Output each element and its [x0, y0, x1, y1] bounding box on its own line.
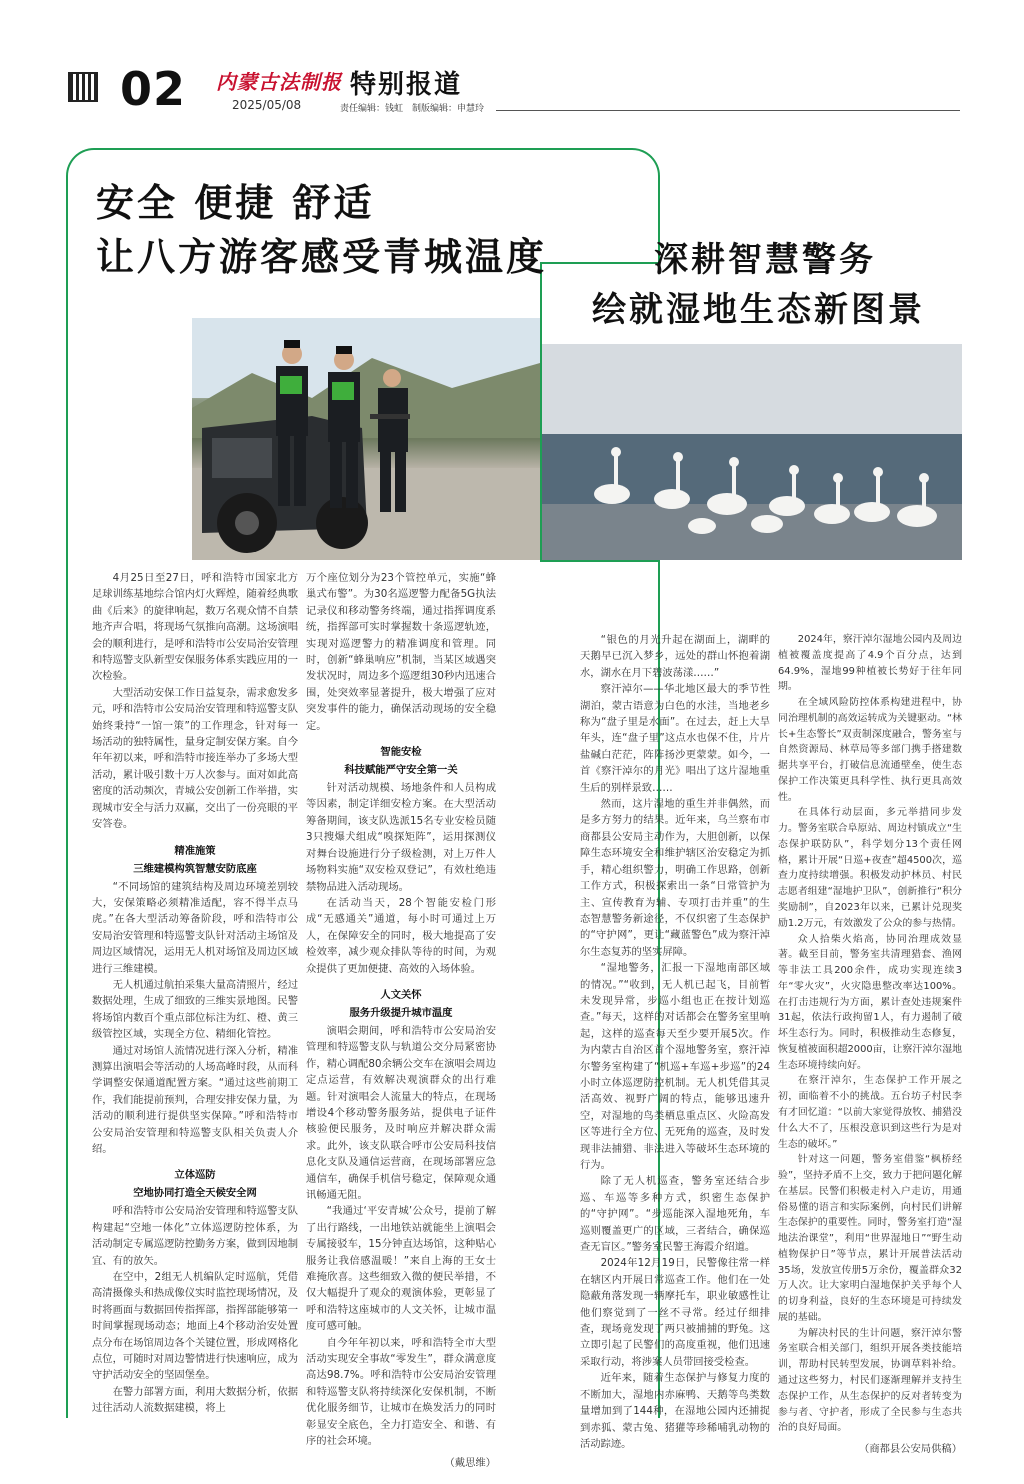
paragraph: 在具体行动层面，多元举措同步发力。警务室联合阜原站、周边村镇成立“生态保护联防队”，科学划分13个责任网格，累计开展“日巡+夜查”超4500次，巡查力度持续增强。积极发动护林员、村民志愿者组建“湿地护卫队”，创新推行“积分奖励制”，自2023年以来，已累计兑现奖励1.2万元，有效激发了公众的参与热情。	[778, 807, 962, 929]
paragraph: “不同场馆的建筑结构及周边环境差别较大，安保策略必须精准适配，容不得半点马虎。”在各大型活动筹备阶段，呼和浩特市公安局治安管理和特巡警支队针对活动主场馆及周边区域情况，运用无人机对场馆及周边区域进行三维建模。	[92, 880, 298, 975]
subheading: 立体巡防	[174, 1169, 216, 1182]
paragraph: 2024年12月19日，民警像往常一样在辖区内开展日常巡查工作。他们在一处隐蔽角落发现一辆摩托车，职业敏感性让他们察觉到了一丝不寻常。经过仔细排查，现场竟发现了两只被捕捕的野兔。这立即引起了民警们的高度重视，他们迅速采取行动，将涉案人员带回接受检查。	[580, 1257, 770, 1368]
editors-credit: 责任编辑：钱虹 制版编辑：申慧玲	[340, 104, 485, 114]
paragraph: “湿地警务，汇报一下湿地南部区域的情况。”“收到，无人机已起飞，目前暂未发现异常，步巡小组也正在按计划巡查。”每天，这样的对话都会在警务室里响起，这样的巡查每天至少要开展5次。作为内蒙古自治区首个湿地警务室，察汗淖尔警务室构建了“机巡+车巡+步巡”的24小时立体巡逻防控机制。无人机凭借其灵活高效、视野广阔的特点，能够迅速升空，对湿地的鸟类栖息重点区、火险高发区等进行全方位、无死角的巡查，及时发现非法捕猎、非法进入等破坏生态环境的行为。	[580, 962, 770, 1171]
article2-column1	[580, 632, 770, 1452]
paragraph: 2024年，察汗淖尔湿地公园内及周边植被覆盖度提高了4.9个百分点，达到64.9%，湿地99种植被长势好于往年同期。	[778, 634, 962, 693]
paragraph: 在活动当天，28个智能安检门形成“无感通关”通道，每小时可通过上万人，在保障安全的同时，极大地提高了安检效率，减少观众排队等待的时间，为观众提供了更加便捷、高效的入场体验。	[306, 896, 496, 975]
article-frame-notch-bottom	[540, 560, 660, 562]
paragraph: 在全域风险防控体系构建进程中，协同治理机制的高效运转成为关键驱动。“林长+生态警长”双责制深度融合，警务室与自然资源局、林草局等多部门携手搭建数据共享平台，打破信息流通壁垒，使生态保护工作决策更具科学性、执行更具高效性。	[778, 697, 962, 803]
paragraph: 针对这一问题，警务室借鉴“枫桥经验”，坚持矛盾不上交，致力于把问题化解在基层。民警们积极走村入户走访，用通俗易懂的语言和实际案例，向村民们讲解生态保护的重要性。同时，警务室打造“湿地法治课堂”，利用“世界湿地日”“野生动植物保护日”等节点，累计开展普法活动35场，发放宣传册5万余份，覆盖群众32万人次。让大家明白湿地保护关乎每个人的切身利益，良好的生态环境是可持续发展的基础。	[778, 1154, 962, 1323]
article2-signature: （商都县公安局供稿）	[859, 1443, 962, 1456]
paragraph: 为解决村民的生计问题，察汗淖尔警务室联合相关部门，组织开展各类技能培训，帮助村民转型发展，协调草料补给。通过这些努力，村民们逐渐理解并支持生态保护工作，从生态保护的反对者转变为参与者、守护者，形成了全民参与生态共治的良好局面。	[778, 1327, 962, 1434]
paragraph: 大型活动安保工作日益复杂，需求愈发多元，呼和浩特市公安局治安管理和特巡警支队始终秉持“一馆一策”的工作理念，针对每一场活动的独特属性，量身定制安保方案。自今年年初以来，呼和浩特市接连举办了多场大型活动，累计吸引数十万人次参与。面对如此高密度的活动频次，青城公安创新工作举措，实现城市安全与活力双赢，交出了一份亮眼的平安答卷。	[92, 686, 298, 831]
article1-photo	[192, 318, 540, 560]
section-title: 特别报道	[350, 70, 463, 100]
newspaper-masthead: 内蒙古法制报	[216, 70, 342, 94]
article1-column2	[306, 570, 496, 1469]
paragraph: 在空中，2组无人机编队定时巡航，凭借高清摄像头和热成像仪实时监控现场情况，及时将画面与数据回传指挥部，指挥部能够第一时间掌握现场动态；地面上4个移动治安处置点分布在场馆周边各个关键位置，形成网格化点位，可随时对周边警情进行快速响应，成为守护活动安全的坚固堡垒。	[92, 1271, 298, 1382]
article1-column1	[92, 570, 298, 1417]
paragraph: 在警力部署方面，利用大数据分析，依据过往活动人流数据建模，将上	[92, 1385, 298, 1415]
paragraph: 众人拾柴火焰高，协同治理成效显著。截至目前，警务室共清理猎套、渔网等非法工具200余件，成功实现连续3年“零火灾”，火灾隐患整改率达100%。在打击违规行为方面，累计查处违规案件31起，依法行政拘留1人，有力遏制了破坏生态行为。同时，积极推动生态修复，恢复植被面积超2000亩，让察汗淖尔湿地生态环境持续向好。	[778, 933, 962, 1071]
article1-headline-line1: 安全 便捷 舒适	[96, 180, 375, 225]
subheading-sub: 科技赋能严守安全第一关	[344, 764, 458, 777]
paragraph: 察汗淖尔——华北地区最大的季节性湖泊，蒙古语意为白色的水洼，当地老乡称为“盘子里是水面”。在过去，赶上大旱年头，连“盘子里”这点水也保不住，片片盐碱白茫茫，阵阵扬沙更蒙蒙。如今，一首《察汗淖尔的月光》唱出了这片湿地重生后的别样景致……	[580, 683, 770, 794]
police-officers-vehicle-image	[192, 318, 540, 560]
header-rule	[496, 110, 960, 111]
article2-column2	[778, 632, 962, 1455]
paragraph: 针对活动规模、场地条件和人员构成等因素，制定详细安检方案。在大型活动筹备期间，该支队选派15名专业安检员随3只搜爆犬组成“嗅探矩阵”，运用探测仪对舞台设施进行分子级检测，对上万件人场物料实施“双安检双登记”，有效杜绝违禁物品进入活动现场。	[306, 782, 496, 893]
paragraph: 在察汗淖尔，生态保护工作开展之初，面临着不小的挑战。五台坊子村民李有才回忆道：“以前大家觉得放牧、捕猎没什么大不了，压根没意识到这些行为是对生态的破坏。”	[778, 1075, 962, 1150]
paragraph: 4月25日至27日，呼和浩特市国家北方足球训练基地综合馆内灯火辉煌，随着经典歌曲《后来》的旋律响起，数万名观众情不自禁地齐声合唱，将现场气氛推向高潮。这场演唱会的顺利进行，是呼和浩特市公安局治安管理和特巡警支队新型安保服务体系实践应用的一次检验。	[92, 572, 298, 683]
paragraph: 演唱会期间，呼和浩特市公安局治安管理和特巡警支队与轨道公交分局紧密协作，精心调配80余辆公交车在演唱会周边定点运营，有效解决观演群众的出行难题。针对演唱会人流量大的特点，在现场增设4个移动警务服务站，提供电子证件核验便民服务，及时响应并解决群众需求。此外，该支队联合呼市公安局科技信息化支队及通信运营商，在现场部署应急通信车，确保手机信号稳定，保障观众通讯畅通无阻。	[306, 1024, 496, 1201]
page-number: 02	[120, 62, 187, 116]
subheading: 智能安检	[380, 746, 422, 759]
swans-wetland-image	[542, 344, 962, 560]
article2-headline-line1: 深耕智慧警务	[654, 240, 876, 280]
subheading-sub: 三维建模构筑智慧安防底座	[133, 862, 257, 875]
paragraph: “我通过‘平安青城’公众号，提前了解了出行路线，一出地铁站就能坐上演唱会专属接驳车，15分钟直达场馆，这种贴心服务让我倍感温暖！”来自上海的王女士难掩欣喜。这些细致入微的便民举措，不仅大幅提升了观众的观演体验，更彰显了呼和浩特这座城市的人文关怀，让城市温度可感可触。	[306, 1205, 496, 1333]
paragraph: 除了无人机巡查，警务室还结合步巡、车巡等多种方式，织密生态保护的“守护网”。“步巡能深入湿地死角，车巡则覆盖更广的区域，三者结合，确保巡查无盲区。”警务室民警王海霞介绍道。	[580, 1175, 770, 1254]
paragraph: 然而，这片湿地的重生并非偶然，而是多方努力的结果。近年来，乌兰察布市商都县公安局主动作为，大胆创新，以保障生态环境安全和维护辖区治安稳定为抓手，精心组织警力，明确工作思路，创新工作方式，积极探索出一条“日常管护为主、宣传教育为辅、专项打击并重”的生态智慧警务新途径，不仅织密了生态保护的“守护网”，更让“藏蓝警色”成为察汗淖尔生态复苏的坚实屏障。	[580, 798, 770, 958]
article1-signature: （戴思维）	[444, 1456, 496, 1469]
qr-code-icon	[68, 72, 98, 102]
subheading: 精准施策	[174, 844, 216, 857]
paragraph: 呼和浩特市公安局治安管理和特巡警支队构建起“空地一体化”立体巡逻防控体系，为活动制定专属巡逻防控勤务方案，做到因地制宜、有的放矢。	[92, 1205, 298, 1267]
subheading-sub: 空地协同打造全天候安全网	[133, 1187, 257, 1200]
subheading: 人文关怀	[380, 988, 422, 1001]
paragraph: 通过对场馆人流情况进行深入分析，精准测算出演唱会等活动的人场高峰时段，从而科学调整安保通道配置方案。“通过这些前期工作，我们能提前预判，合理安排安保力量，为活动的顺利进行提供坚实保障。”呼和浩特市公安局治安管理和特巡警支队相关负责人介绍。	[92, 1044, 298, 1155]
article-frame-notch	[540, 262, 660, 264]
article-frame-left	[66, 262, 68, 1418]
issue-date: 2025/05/08	[232, 98, 302, 112]
article2-headline-line2: 绘就湿地生态新图景	[592, 290, 925, 330]
paragraph: 近年来，随着生态保护与修复力度的不断加大，湿地内赤麻鸭、天鹅等鸟类数量增加到了144种，在湿地公园内还捕捉到赤狐、蒙古兔、猪獾等珍稀哺乳动物的活动踪迹。	[580, 1372, 770, 1450]
paragraph: 万个座位划分为23个管控单元，实施“蜂巢式布警”。为30名巡逻警力配备5G执法记录仪和移动警务终端，通过指挥调度系统，指挥部可实时掌握数十条巡逻轨迹，实现对巡逻警力的精准调度和管理。同时，创新“蜂巢响应”机制，当某区域遇突发状况时，周边多个巡逻组30秒内迅速合围，处突效率显著提升，极大增强了应对突发事件的能力，确保活动现场的安全稳定。	[306, 572, 496, 732]
subheading-sub: 服务升级提升城市温度	[349, 1006, 453, 1019]
paragraph: 自今年年初以来，呼和浩特全市大型活动实现安全事故“零发生”，群众满意度高达98.7%。呼和浩特市公安局治安管理和特巡警支队将持续深化安保机制，不断优化服务细节，让城市在焕发活力的同时彰显安全底色，全力打造安全、和谐、有序的社会环境。	[306, 1336, 496, 1448]
article2-photo	[542, 344, 962, 560]
article1-headline-line2: 让八方游客感受青城温度	[96, 234, 548, 279]
paragraph: 无人机通过航拍采集大量高清照片，经过数据处理，生成了细致的三维实景地图。民警将场馆内数百个重点部位标注为红、橙、黄三级管控区域，实现全方位、精细化管控。	[92, 978, 298, 1041]
paragraph: “银色的月光升起在湖面上，湖畔的天鹅早已沉入梦乡，远处的群山怀抱着湖水，湖水在月下碧波荡漾……”	[580, 634, 770, 679]
